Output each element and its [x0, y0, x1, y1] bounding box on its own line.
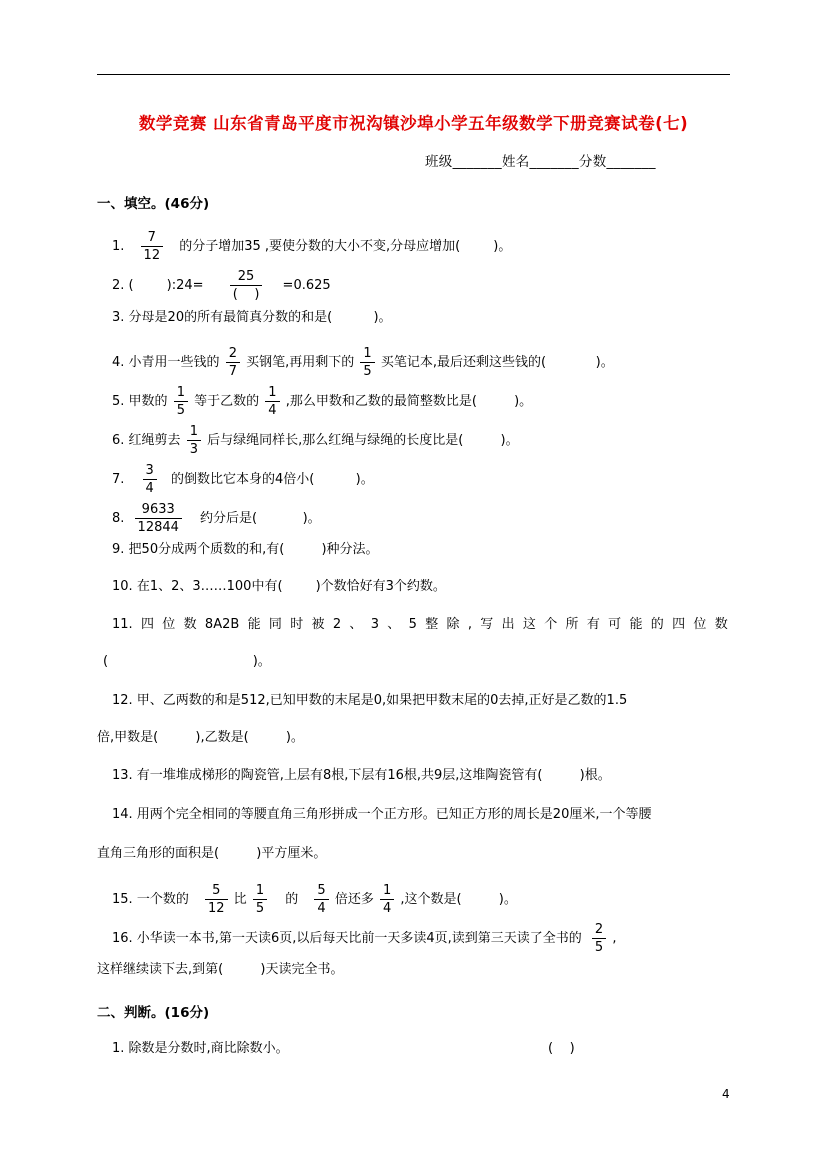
- answer-paren: ( ): [548, 1041, 575, 1056]
- question-14-line-2: 直角三角形的面积是( )平方厘米。: [97, 846, 327, 861]
- fraction: $\frac{5}{12}$: [205, 882, 228, 917]
- question-6: 6. 红绳剪去 $\frac{1}{3}$ 后与绿绳同样长,那么红绳与绿绳的长度比是( )。: [112, 424, 519, 457]
- fraction: $\frac{1}{5}$: [360, 345, 374, 380]
- question-9: 9. 把50分成两个质数的和,有( )种分法。: [112, 542, 379, 557]
- question-16-line-1: 16. 小华读一本书,第一天读6页,以后每天比前一天多读4页,读到第三天读了全书的 $\frac{2}{5}$ ,: [112, 922, 617, 955]
- question-5: 5. 甲数的 $\frac{1}{5}$ 等于乙数的 $\frac{1}{4}$ ,那么甲数和乙数的最简整数比是( )。: [112, 385, 533, 418]
- fraction: $\frac{1}{5}$: [174, 384, 188, 419]
- judge-question-1: 1. 除数是分数时,商比除数小。: [112, 1041, 289, 1056]
- page-title: 数学竞赛 山东省青岛平度市祝沟镇沙埠小学五年级数学下册竞赛试卷(七): [138, 114, 689, 133]
- fraction: $\frac{2}{5}$: [592, 921, 606, 956]
- section-fill-in-heading: 一、填空。(46分): [97, 196, 210, 212]
- question-10: 10. 在1、2、3……100中有( )个数恰好有3个约数。: [112, 579, 446, 594]
- page-number: 4: [722, 1087, 730, 1101]
- question-13: 13. 有一堆堆成梯形的陶瓷管,上层有8根,下层有16根,共9层,这堆陶瓷管有( )根。: [112, 768, 611, 783]
- fraction: $\frac{1}{4}$: [265, 384, 279, 419]
- question-2: 2. ( ):24= $\frac{25}{( )}$ =0.625: [112, 269, 331, 302]
- fraction: $\frac{25}{( )}$: [230, 268, 263, 303]
- fraction: $\frac{1}{3}$: [187, 423, 201, 458]
- fraction: $\frac{2}{7}$: [226, 345, 240, 380]
- fraction: $\frac{7}{12}$: [141, 229, 164, 264]
- question-12-line-2: 倍,甲数是( ),乙数是( )。: [97, 730, 304, 745]
- question-3: 3. 分母是20的所有最简真分数的和是( )。: [112, 310, 392, 325]
- question-15: 15. 一个数的 $\frac{5}{12}$ 比 $\frac{1}{5}$ 的 $\frac{5}{4}$ 倍还多 $\frac{1}{4}$ ,这个数是( )。: [112, 883, 517, 916]
- section-judge-heading: 二、判断。(16分): [97, 1005, 210, 1021]
- fraction: $\frac{5}{4}$: [314, 882, 328, 917]
- question-14-line-1: 14. 用两个完全相同的等腰直角三角形拼成一个正方形。已知正方形的周长是20厘米,一个等腰: [112, 807, 652, 822]
- question-16-line-2: 这样继续读下去,到第( )天读完全书。: [97, 962, 344, 977]
- question-7: 7. $\frac{3}{4}$ 的倒数比它本身的4倍小( )。: [112, 463, 374, 496]
- question-11-line-1: 11. 四 位 数 8A2B 能 同 时 被 2 、 3 、 5 整 除 , 写 出 这 个 所 有 可 能 的 四 位 数: [112, 617, 728, 632]
- question-1: 1. $\frac{7}{12}$ 的分子增加35 ,要使分数的大小不变,分母应增加( )。: [112, 230, 512, 263]
- fraction: $\frac{3}{4}$: [143, 462, 157, 497]
- fraction: $\frac{1}{5}$: [253, 882, 267, 917]
- top-rule: [97, 74, 730, 75]
- question-12-line-1: 12. 甲、乙两数的和是512,已知甲数的末尾是0,如果把甲数末尾的0去掉,正好是乙数的1.5: [112, 693, 628, 708]
- student-info-line: 班级_______姓名_______分数_______: [425, 154, 656, 170]
- fraction: $\frac{1}{4}$: [380, 882, 394, 917]
- question-11-line-2: ( )。: [103, 654, 271, 669]
- question-4: 4. 小青用一些钱的 $\frac{2}{7}$ 买钢笔,再用剩下的 $\frac{1}{5}$ 买笔记本,最后还剩这些钱的( )。: [112, 346, 614, 379]
- question-8: 8. $\frac{9633}{12844}$ 约分后是( )。: [112, 502, 321, 535]
- fraction: $\frac{9633}{12844}$: [135, 501, 182, 536]
